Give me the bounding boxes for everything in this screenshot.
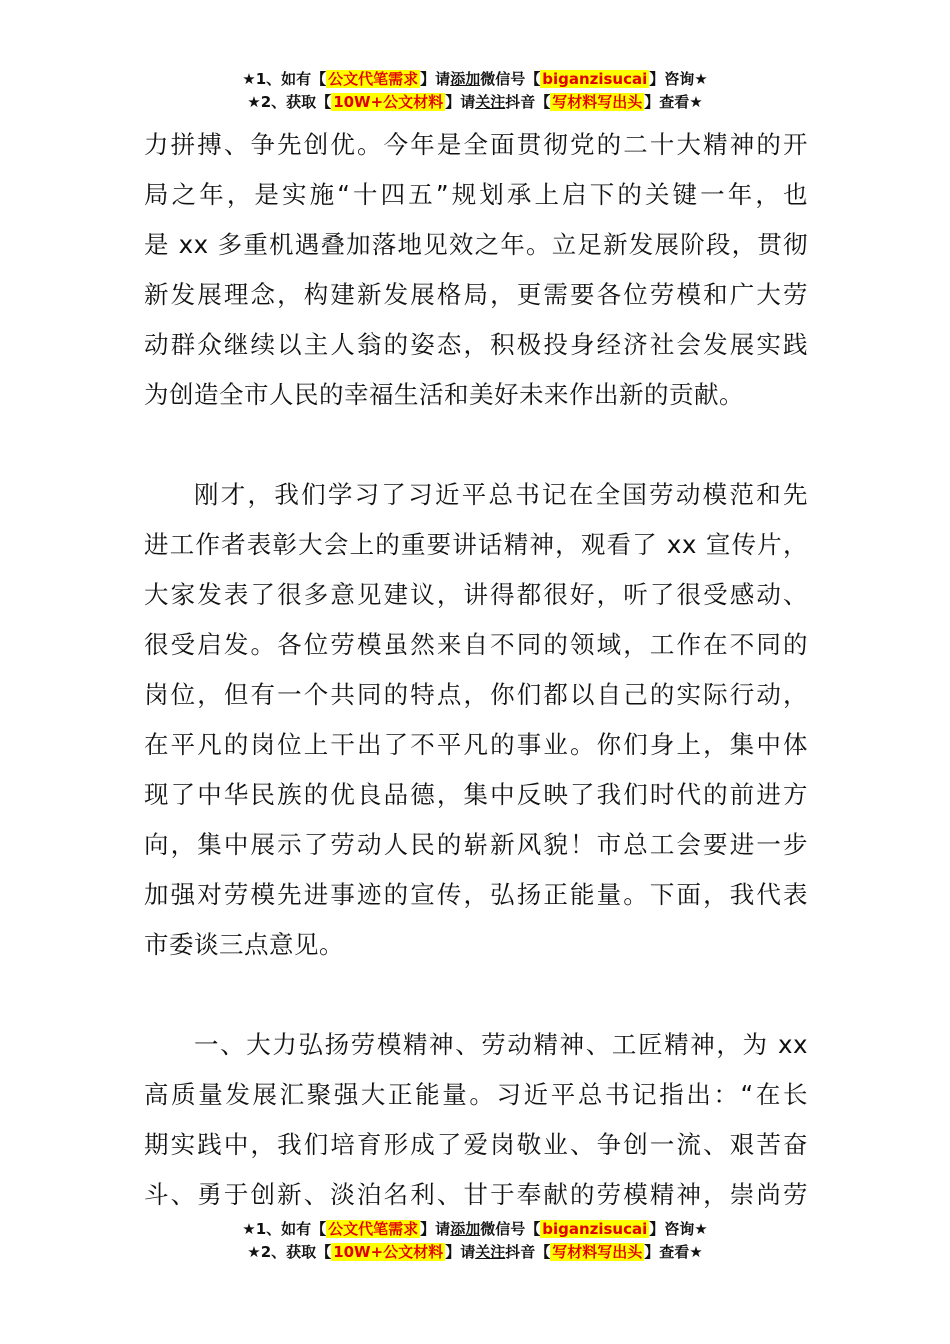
paragraph-line: 为创造全市人民的幸福生活和美好未来作出新的贡献。 [144, 380, 744, 409]
banner-highlight: 写材料写出头 [552, 1243, 643, 1261]
banner-text: ★2、获取【 [247, 1243, 332, 1261]
banner-underline: 添加 [450, 70, 481, 88]
paragraph-line: 高质量发展汇聚强大正能量。习近平总书记指出：“在长 [144, 1080, 808, 1109]
banner-highlight: 10W+公文材料 [333, 1243, 444, 1261]
paragraph-line: 动群众继续以主人翁的姿态，积极投身经济社会发展实践 [144, 330, 808, 359]
paragraph-line: 是 xx 多重机遇叠加落地见效之年。立足新发展阶段，贯彻 [144, 230, 808, 259]
paragraph-line: 新发展理念，构建新发展格局，更需要各位劳模和广大劳 [144, 280, 808, 309]
paragraph-line: 加强对劳模先进事迹的宣传，弘扬正能量。下面，我代表 [144, 880, 808, 909]
banner-text: 】请 [420, 1220, 451, 1238]
paragraph-line: 力拼搏、争先创优。今年是全面贯彻党的二十大精神的开 [144, 130, 808, 159]
banner-underline: 关注 [475, 93, 506, 111]
banner-text: 微信号【 [480, 1220, 541, 1238]
paragraph-line: 一、大力弘扬劳模精神、劳动精神、工匠精神，为 xx [194, 1030, 808, 1059]
banner-text: 】请 [445, 1243, 476, 1261]
banner-highlight: 公文代笔需求 [328, 70, 419, 88]
banner-highlight: 10W+公文材料 [333, 93, 444, 111]
paragraph-line: 岗位，但有一个共同的特点，你们都以自己的实际行动， [144, 680, 808, 709]
document-body [144, 120, 808, 1220]
paragraph-line: 大家发表了很多意见建议，讲得都很好，听了很受感动、 [144, 580, 808, 609]
banner-line-1 [0, 68, 950, 91]
banner-line-1 [0, 1218, 950, 1241]
paragraph-line: 现了中华民族的优良品德，集中反映了我们时代的前进方 [144, 780, 808, 809]
paragraph-line: 斗、勇于创新、淡泊名利、甘于奉献的劳模精神，崇尚劳 [144, 1180, 808, 1209]
paragraph-line: 局之年，是实施“十四五”规划承上启下的关键一年，也 [144, 180, 808, 209]
paragraph-line: 期实践中，我们培育形成了爱岗敬业、争创一流、艰苦奋 [144, 1130, 808, 1159]
paragraph-line: 向，集中展示了劳动人民的崭新风貌！市总工会要进一步 [144, 830, 808, 859]
paragraph-line: 进工作者表彰大会上的重要讲话精神，观看了 xx 宣传片， [144, 530, 808, 559]
banner-text: ★1、如有【 [242, 70, 327, 88]
banner-underline: 添加 [450, 1220, 481, 1238]
paragraph-line: 很受启发。各位劳模虽然来自不同的领域，工作在不同的 [144, 630, 808, 659]
banner-text: ★1、如有【 [242, 1220, 327, 1238]
header-banner [0, 68, 950, 114]
banner-line-2 [0, 1241, 950, 1264]
footer-banner [0, 1218, 950, 1264]
banner-text: 】请 [420, 70, 451, 88]
banner-highlight: biganzisucai [542, 1220, 648, 1238]
banner-text: 抖音【 [505, 93, 551, 111]
banner-line-2 [0, 91, 950, 114]
banner-text: 微信号【 [480, 70, 541, 88]
banner-text: 】请 [445, 93, 476, 111]
paragraph-line: 市委谈三点意见。 [144, 930, 344, 959]
paragraph-line: 在平凡的岗位上干出了不平凡的事业。你们身上，集中体 [144, 730, 808, 759]
banner-text: 】咨询★ [649, 70, 708, 88]
banner-text: 抖音【 [505, 1243, 551, 1261]
banner-underline: 关注 [475, 1243, 506, 1261]
banner-highlight: biganzisucai [542, 70, 648, 88]
banner-text: 】咨询★ [649, 1220, 708, 1238]
banner-highlight: 公文代笔需求 [328, 1220, 419, 1238]
banner-highlight: 写材料写出头 [552, 93, 643, 111]
banner-text: ★2、获取【 [247, 93, 332, 111]
paragraph-line: 刚才，我们学习了习近平总书记在全国劳动模范和先 [194, 480, 808, 509]
banner-text: 】查看★ [644, 93, 703, 111]
banner-text: 】查看★ [644, 1243, 703, 1261]
